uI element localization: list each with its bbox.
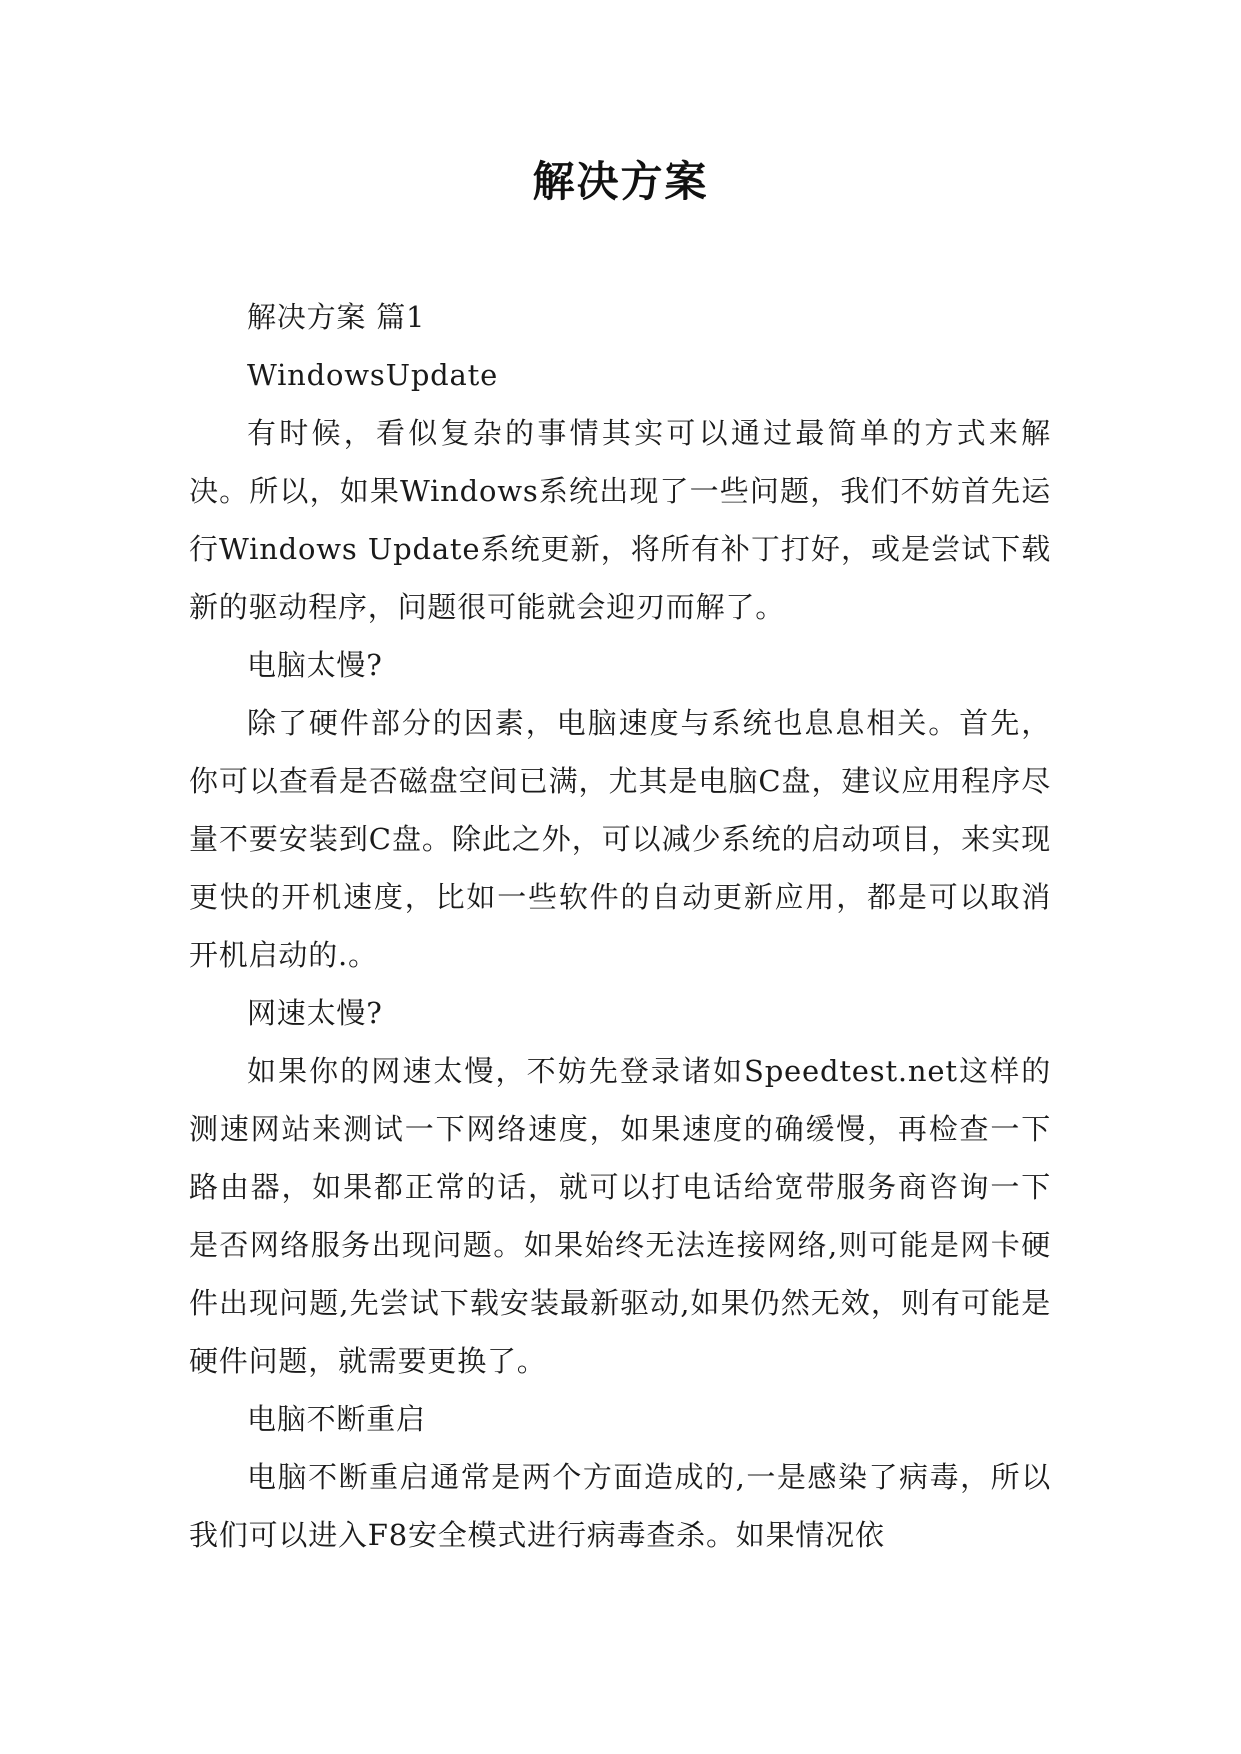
subheading-network-slow: 网速太慢? [247,996,383,1030]
document-body [189,288,1051,1564]
subheading-constant-restart: 电脑不断重启 [247,1402,426,1436]
page-title: 解决方案 [532,157,709,206]
paragraph-windows-update: 有时候，看似复杂的事情其实可以通过最简单的方式来解决。所以，如果Windows系统出现了一些问题，我们不妨首先运行Windows Update系统更新，将所有补丁打好，或是尝试下载新的驱动程序，问题很可能就会迎刃而解了。 [189,416,1051,624]
subheading-windows-update: WindowsUpdate [247,358,499,392]
paragraph-computer-slow: 除了硬件部分的因素，电脑速度与系统也息息相关。首先，你可以查看是否磁盘空间已满，尤其是电脑C盘，建议应用程序尽量不要安装到C盘。除此之外，可以减少系统的启动项目，来实现更快的开机速度，比如一些软件的自动更新应用，都是可以取消开机启动的.。 [189,706,1051,972]
paragraph-constant-restart: 电脑不断重启通常是两个方面造成的,一是感染了病毒，所以我们可以进入F8安全模式进行病毒查杀。如果情况依 [189,1460,1051,1552]
section-heading-part-1: 解决方案 篇1 [247,300,426,334]
subheading-computer-slow: 电脑太慢? [247,648,383,682]
paragraph-network-slow: 如果你的网速太慢，不妨先登录诸如Speedtest.net这样的测速网站来测试一下网络速度，如果速度的确缓慢，再检查一下路由器，如果都正常的话，就可以打电话给宽带服务商咨询一下是否网络服务出现问题。如果始终无法连接网络,则可能是网卡硬件出现问题,先尝试下载安装最新驱动,如果仍然无效，则有可能是硬件问题，就需要更换了。 [189,1054,1051,1378]
